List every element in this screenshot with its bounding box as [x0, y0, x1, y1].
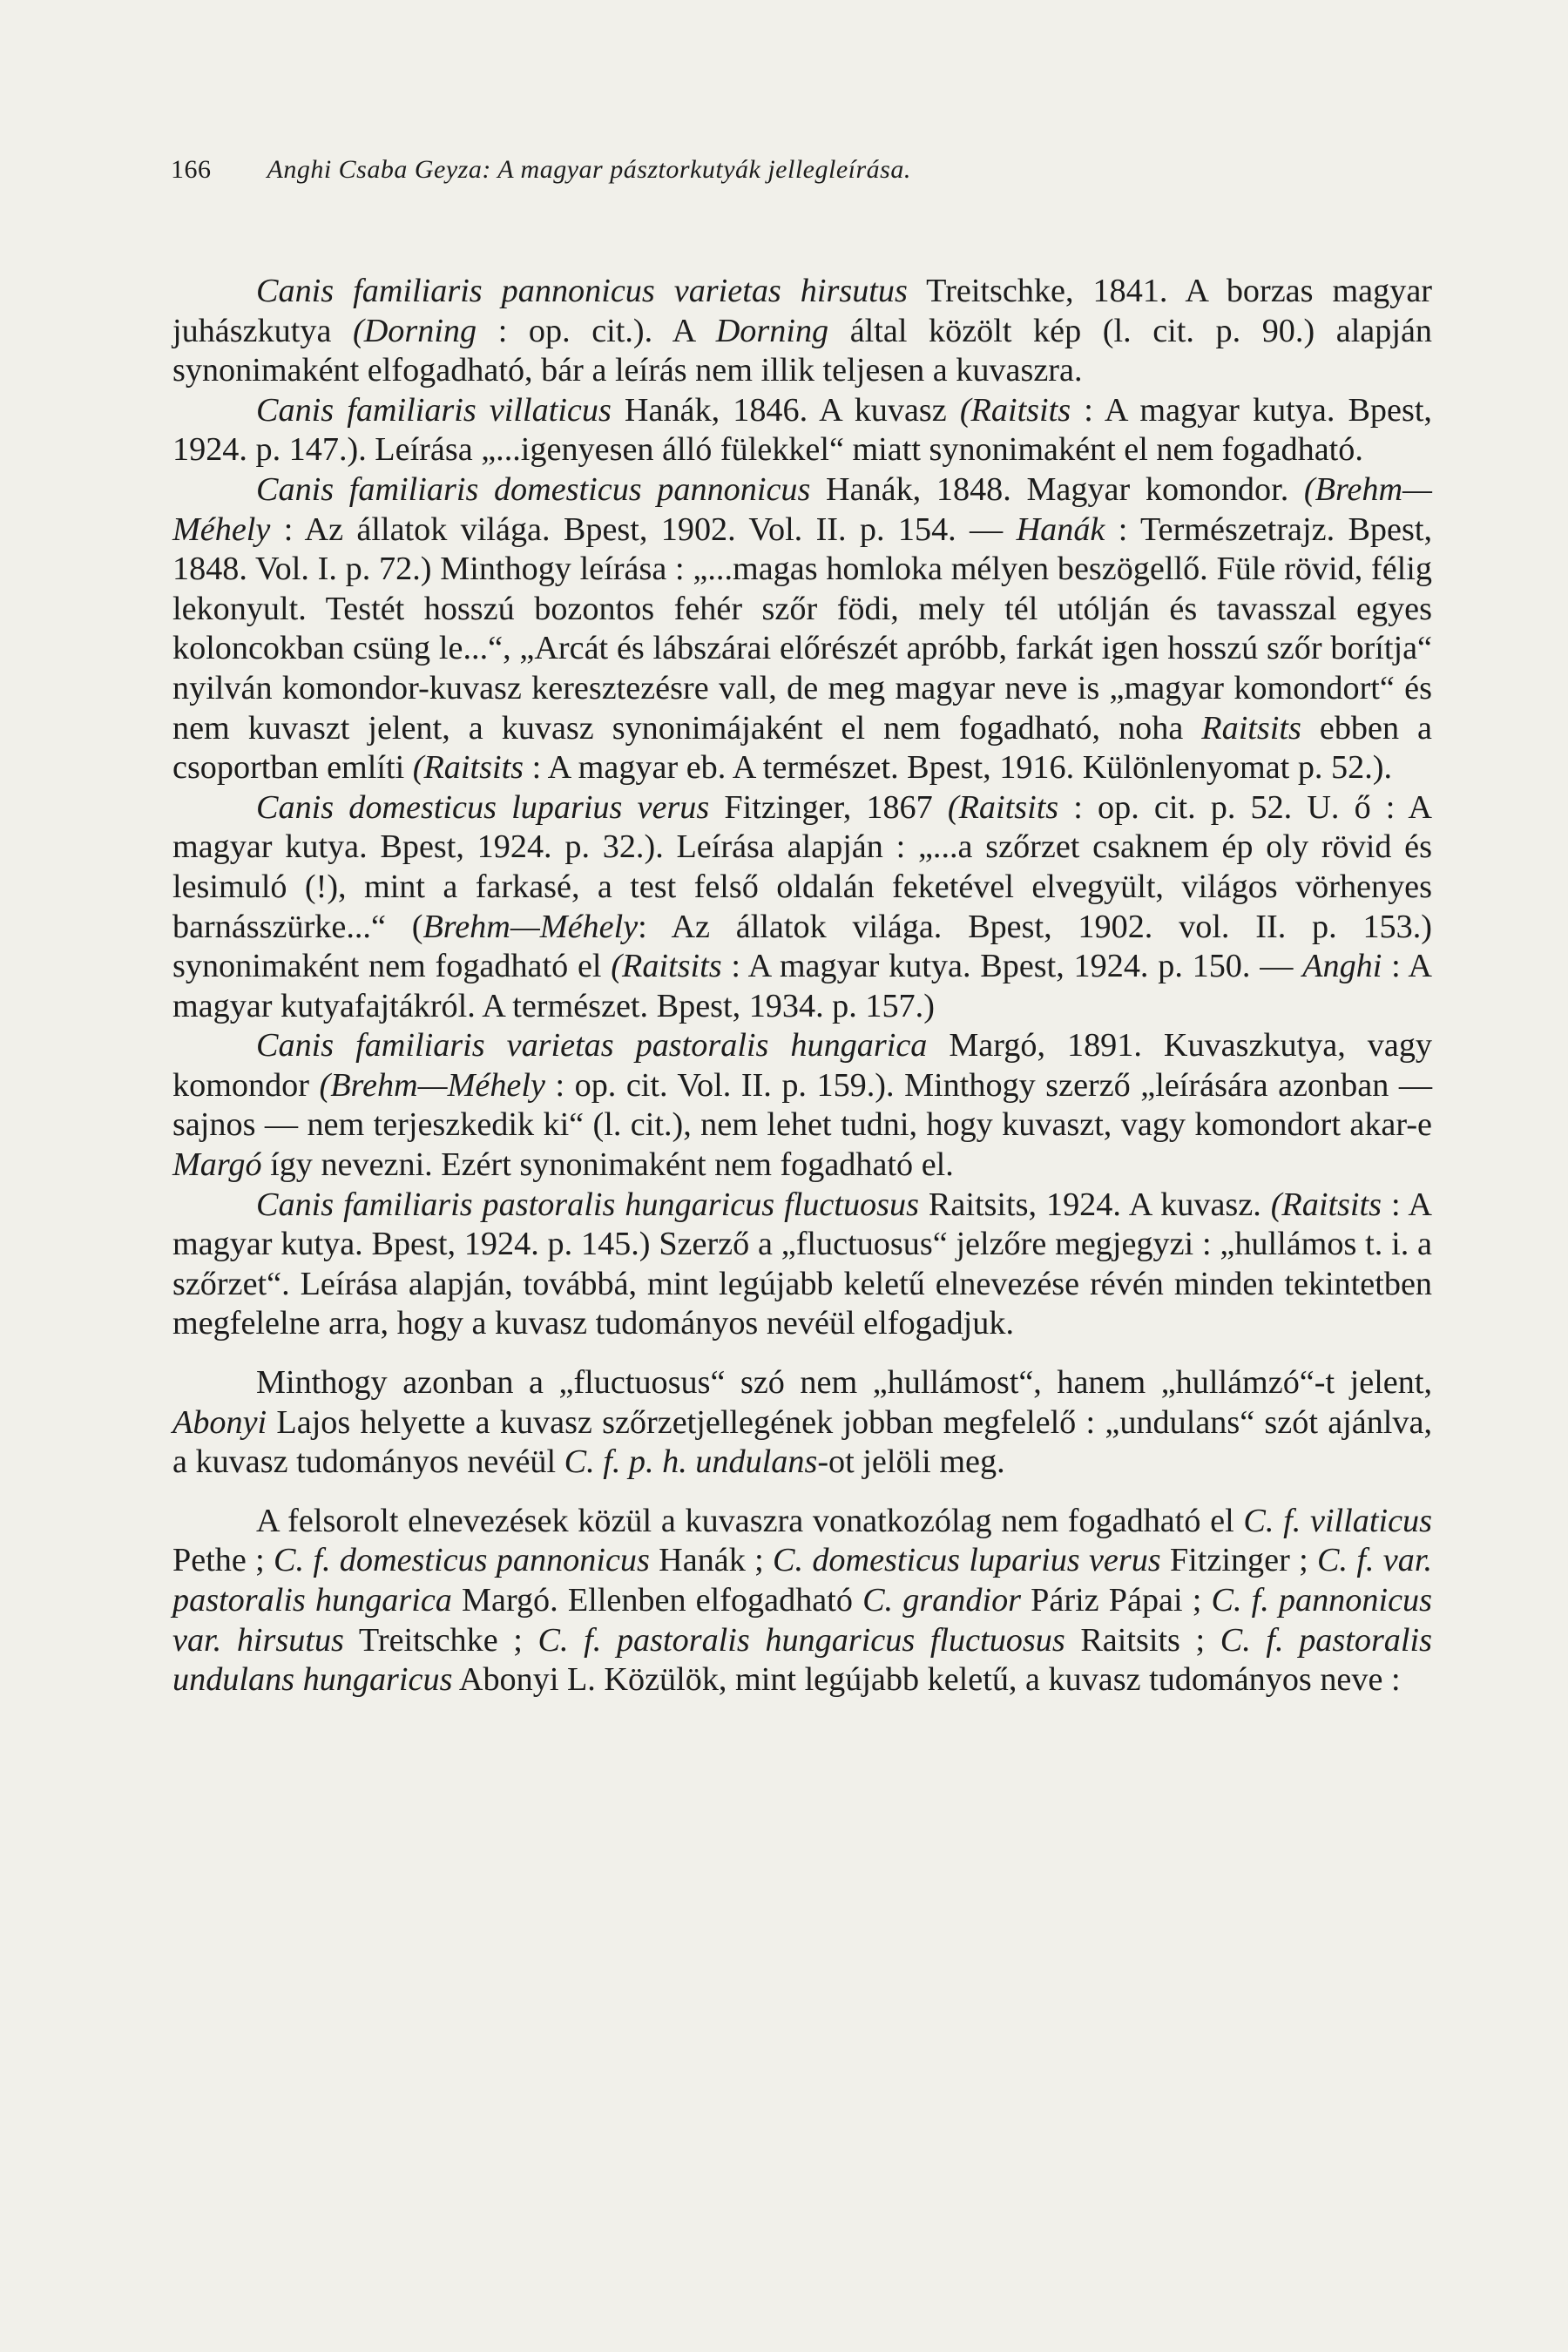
italic-run: Canis familiaris pannonicus varietas hirsutus — [256, 273, 908, 309]
text-run: Raitsits, 1924. A kuvasz. — [918, 1186, 1271, 1223]
italic-run: C. f. var. pastoralis hungarica — [172, 1542, 1432, 1619]
italic-run: C. grandior — [862, 1582, 1022, 1619]
italic-run: Canis familiaris varietas pastoralis hungarica — [256, 1027, 928, 1064]
text-run: Páriz Pápai ; — [1021, 1582, 1212, 1619]
text-run: A felsorolt elnevezések közül a kuvaszra vonatkozólag nem fogadható el — [256, 1502, 1244, 1539]
text-run: Pethe ; — [172, 1542, 274, 1579]
running-header — [171, 155, 1416, 185]
text-run: Raitsits ; — [1064, 1621, 1220, 1659]
italic-run: (Brehm—Méhely — [172, 470, 1432, 548]
italic-run: Anghi — [1302, 948, 1382, 985]
text-run: : A magyar kutyafajtákról. A természet. Bpest, 1934. p. 157.) — [172, 948, 1432, 1024]
text-run: : Természetrajz. Bpest, 1848. Vol. I. p. 72.) Minthogy leírása : „...magas homloka mélyen beszögellő. Füle rövid, félig lekonyult. Testét hosszú bozontos fehér szőr födi, mely tél utólján és tavasszal egyes koloncokban csüng le...“, „Arcát és lábszárai előrészét apróbb, farkát igen hosszú szőr borítja“ nyilván komondor-kuvasz keresztezésre vall, de meg magyar neve is „magyar komondort“ és nem kuvaszt jelent, a kuvasz synonimájaként el nem fogadható, noha — [172, 510, 1432, 747]
text-run: Treitschke, 1841. A borzas magyar juhászkutya — [172, 273, 1432, 349]
italic-run: C. f. pastoralis hungaricus fluctuosus — [537, 1621, 1065, 1659]
paragraph-canis-pastoralis-hungarica — [172, 1026, 1432, 1185]
text-run: -ot jelöli meg. — [817, 1443, 1005, 1481]
italic-run: (Raitsits — [1270, 1186, 1382, 1223]
italic-run: Raitsits — [1201, 709, 1301, 747]
text-run: Fitzinger ; — [1160, 1542, 1318, 1579]
text-run: Treitschke ; — [343, 1621, 538, 1659]
text-run: ebben a csoportban említi — [172, 709, 1432, 787]
italic-run: Canis familiaris domesticus pannonicus — [256, 470, 811, 508]
running-title: Anghi Csaba Geyza: A magyar pásztorkutyák jellegleírása. — [267, 155, 911, 184]
italic-run: Abonyi — [172, 1403, 267, 1441]
text-run: : A magyar kutya. Bpest, 1924. p. 145.) Szerző a „fluctuosus“ jelzőre megjegyzi : „hullámos t. i. a szőrzet“. Leírása alapján, továbbá, mint legújabb keletű elnevezése révén minden tekintetben megfelelne arra, hogy a kuvasz tudományos nevéül elfogadjuk. — [172, 1186, 1432, 1342]
text-run: : A magyar eb. A természet. Bpest, 1916. Különlenyomat p. 52.). — [524, 749, 1393, 787]
text-run: Hanák, 1848. Magyar komondor. — [810, 470, 1304, 508]
text-run: : op. cit. p. 52. U. ő : A magyar kutya. Bpest, 1924. p. 32.). Leírása alapján : „...a szőrzet csaknem ép oly rövid és lesimuló (!), mint a farkasé, a test felső oldalán feketével elvegyült, világos vörhenyes barnásszürke...“ ( — [172, 788, 1433, 945]
italic-run: C. f. villaticus — [1243, 1502, 1432, 1539]
text-run: Fitzinger, 1867 — [709, 788, 948, 826]
text-run: : op. cit. Vol. II. p. 159.). Minthogy szerző „leírására azonban — sajnos — nem terjeszkedik ki“ (l. cit.), nem lehet tudni, hogy kuvaszt, vagy komondort akar-e — [172, 1066, 1433, 1144]
text-run: Margó. Ellenben elfogadható — [451, 1582, 863, 1619]
italic-run: Brehm—Méhely — [422, 908, 639, 945]
italic-run: (Dorning — [352, 312, 477, 349]
paragraph-canis-villaticus — [172, 391, 1432, 470]
italic-run: C. f. pastoralis undulans hungaricus — [172, 1621, 1432, 1699]
italic-run: Canis familiaris pastoralis hungaricus fluctuosus — [256, 1186, 919, 1223]
text-run: : A magyar kutya. Bpest, 1924. p. 150. — — [721, 948, 1303, 985]
paragraph-summary — [172, 1502, 1432, 1700]
paragraph-canis-luparius-verus — [172, 788, 1432, 1027]
text-run: által közölt kép (l. cit. p. 90.) alapján synonimaként elfogadható, bár a leírás nem illik teljesen a kuvaszra. — [172, 312, 1432, 389]
italic-run: C. f. domesticus pannonicus — [274, 1542, 650, 1579]
text-run: : op. cit.). A — [476, 312, 716, 349]
text-run: Hanák ; — [649, 1542, 774, 1579]
text-run: így nevezni. Ezért synonimaként nem fogadható el. — [261, 1146, 954, 1184]
paragraph-undulans — [172, 1363, 1432, 1483]
text-run: : Az állatok világa. Bpest, 1902. vol. II. p. 153.) synonimaként nem fogadható el — [172, 908, 1433, 985]
page-number: 166 — [171, 155, 212, 184]
paragraph-canis-fluctuosus — [172, 1186, 1432, 1344]
text-run: Hanák, 1846. A kuvasz — [611, 391, 960, 429]
italic-run: Margó — [172, 1146, 262, 1184]
text-run: : A magyar kutya. Bpest, 1924. p. 147.). Leírása „...igenyesen álló fülekkel“ miatt synonimaként el nem fogadható. — [172, 391, 1432, 469]
italic-run: (Raitsits — [611, 948, 722, 985]
body-text — [172, 272, 1432, 1700]
italic-run: C. domesticus luparius verus — [773, 1542, 1161, 1579]
text-run: Minthogy azonban a „fluctuosus“ szó nem „hullámost“, hanem „hullámzó“-t jelent, — [256, 1364, 1432, 1402]
text-run: Abonyi L. Közülök, mint legújabb keletű, a kuvasz tudományos neve : — [452, 1661, 1401, 1699]
italic-run: (Raitsits — [412, 749, 524, 787]
paragraph-canis-domesticus-pannonicus — [172, 470, 1432, 788]
italic-run: C. f. p. h. undulans — [564, 1443, 818, 1481]
italic-run: Canis domesticus luparius verus — [256, 788, 710, 826]
text-run: : Az állatok világa. Bpest, 1902. Vol. II. p. 154. — — [270, 510, 1017, 548]
italic-run: Canis familiaris villaticus — [256, 391, 612, 429]
paragraph-canis-hirsutus — [172, 272, 1432, 391]
italic-run: (Brehm—Méhely — [319, 1066, 545, 1104]
italic-run: (Raitsits — [959, 391, 1071, 429]
italic-run: C. f. pannonicus var. hirsutus — [172, 1582, 1432, 1659]
text-run: Margó, 1891. Kuvaszkutya, vagy komondor — [172, 1027, 1433, 1104]
italic-run: Dorning — [715, 312, 829, 349]
italic-run: Hanák — [1016, 510, 1105, 548]
italic-run: (Raitsits — [947, 788, 1059, 826]
text-run: Lajos helyette a kuvasz szőrzetjellegének jobban megfelelő : „undulans“ szót ajánlva, a kuvasz tudományos nevéül — [172, 1403, 1432, 1481]
